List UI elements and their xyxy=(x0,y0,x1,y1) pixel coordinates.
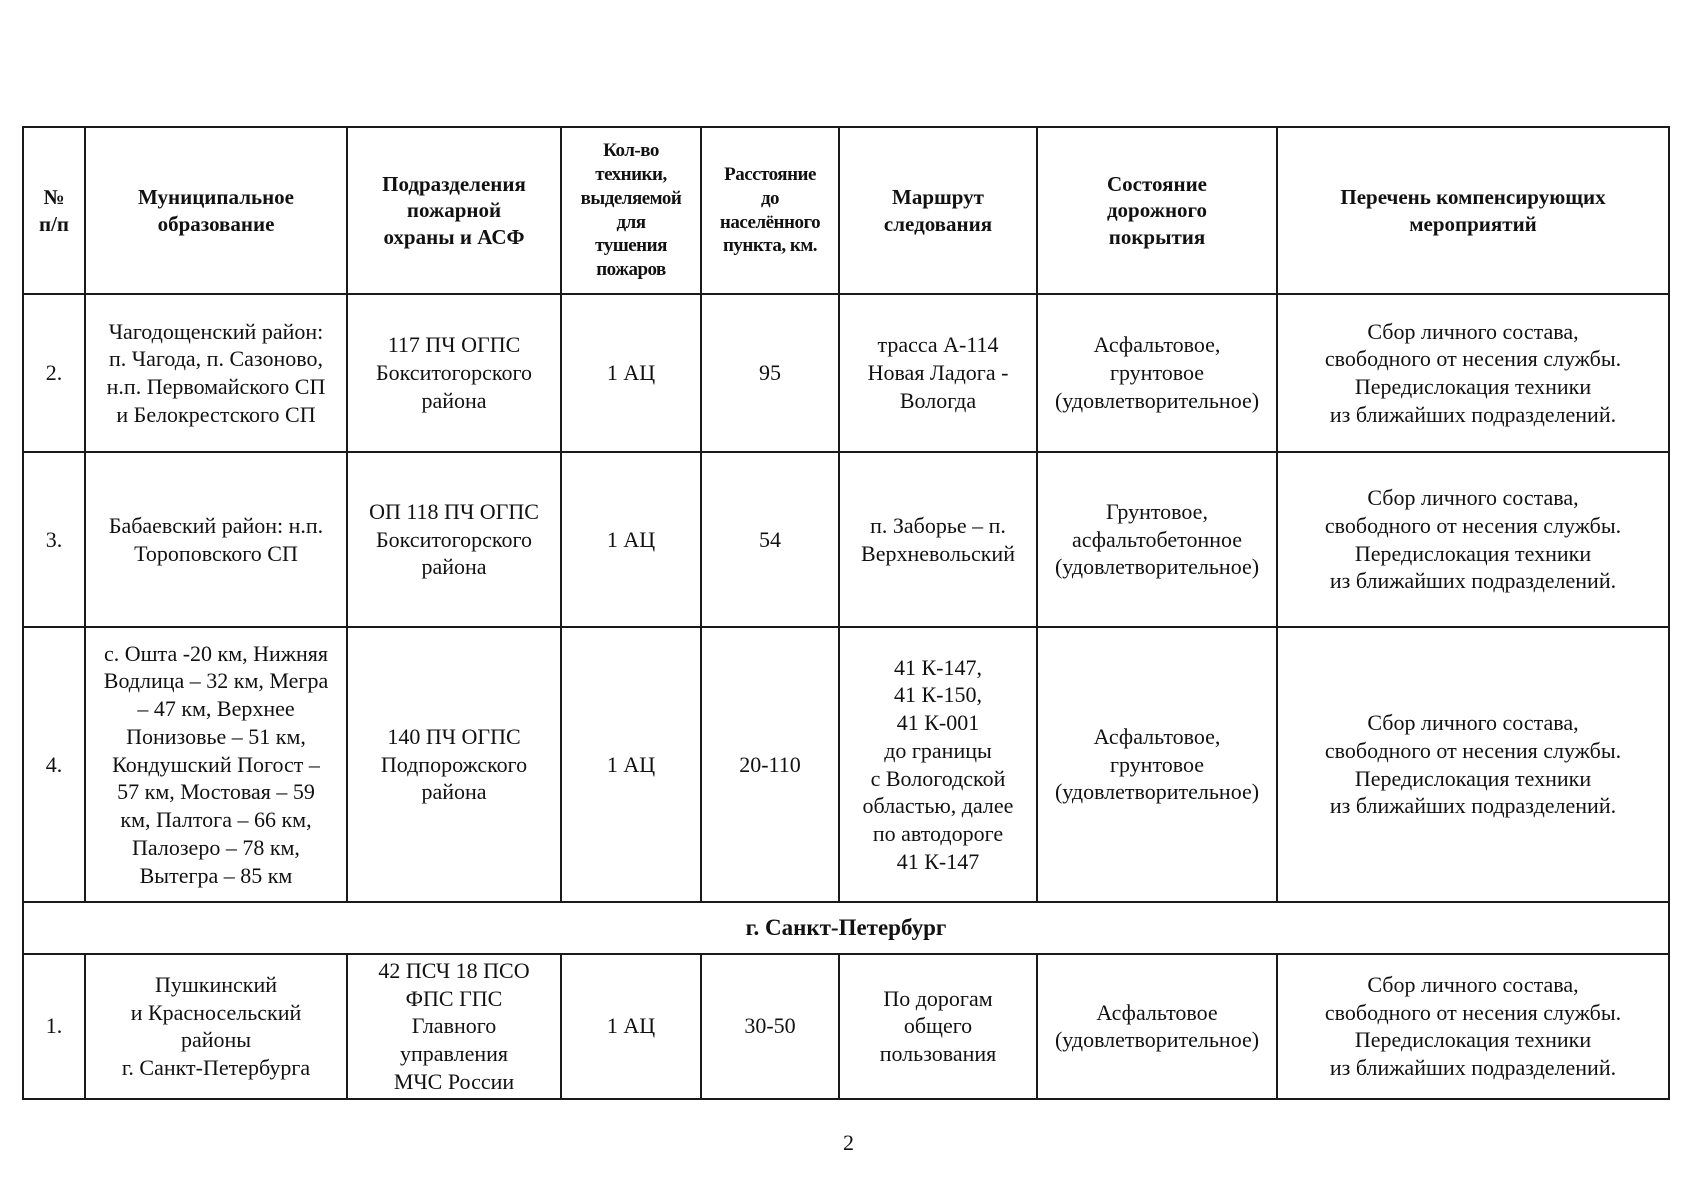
row-unit: 42 ПСЧ 18 ПСО ФПС ГПС Главного управления МЧС России xyxy=(347,954,561,1099)
row-route: п. Заборье – п. Верхневольский xyxy=(839,452,1037,627)
row-road: Асфальтовое (удовлетворительное) xyxy=(1037,954,1277,1099)
row-measures: Сбор личного состава, свободного от несения службы. Передислокация техники из ближайших подразделений. xyxy=(1277,954,1669,1099)
row-measures: Сбор личного состава, свободного от несения службы. Передислокация техники из ближайших подразделений. xyxy=(1277,294,1669,452)
section-title: г. Санкт-Петербург xyxy=(23,902,1669,954)
row-distance: 95 xyxy=(701,294,839,452)
header-measures: Перечень компенсирующих мероприятий xyxy=(1277,127,1669,294)
row-num: 1. xyxy=(23,954,85,1099)
row-unit: 117 ПЧ ОГПС Бокситогорского района xyxy=(347,294,561,452)
row-equipment: 1 АЦ xyxy=(561,294,701,452)
row-measures: Сбор личного состава, свободного от несения службы. Передислокация техники из ближайших подразделений. xyxy=(1277,452,1669,627)
row-municipality: Бабаевский район: н.п. Тороповского СП xyxy=(85,452,347,627)
row-distance: 20-110 xyxy=(701,627,839,902)
row-equipment: 1 АЦ xyxy=(561,627,701,902)
row-route: По дорогам общего пользования xyxy=(839,954,1037,1099)
row-municipality: с. Ошта -20 км, Нижняя Водлица – 32 км, Мегра – 47 км, Верхнее Понизовье – 51 км, Кондушский Погост – 57 км, Мостовая – 59 км, Палтога – 66 км, Палозеро – 78 км, Вытегра – 85 км xyxy=(85,627,347,902)
table-row xyxy=(23,294,1669,452)
row-distance: 30-50 xyxy=(701,954,839,1099)
row-municipality: Чагодощенский район: п. Чагода, п. Сазоново, н.п. Первомайского СП и Белокрестского СП xyxy=(85,294,347,452)
row-num: 2. xyxy=(23,294,85,452)
header-equipment: Кол-во техники, выделяемой для тушения пожаров xyxy=(561,127,701,294)
header-unit: Подразделения пожарной охраны и АСФ xyxy=(347,127,561,294)
fire-safety-table xyxy=(22,126,1670,1100)
row-distance: 54 xyxy=(701,452,839,627)
row-measures: Сбор личного состава, свободного от несения службы. Передислокация техники из ближайших подразделений. xyxy=(1277,627,1669,902)
header-route: Маршрут следования xyxy=(839,127,1037,294)
section-row xyxy=(23,902,1669,954)
header-row xyxy=(23,127,1669,294)
row-equipment: 1 АЦ xyxy=(561,954,701,1099)
header-distance: Расстояние до населённого пункта, км. xyxy=(701,127,839,294)
table-row xyxy=(23,627,1669,902)
header-municipality: Муниципальное образование xyxy=(85,127,347,294)
row-road: Асфальтовое, грунтовое (удовлетворительное) xyxy=(1037,627,1277,902)
header-num: № п/п xyxy=(23,127,85,294)
row-municipality: Пушкинский и Красносельский районы г. Санкт-Петербурга xyxy=(85,954,347,1099)
row-unit: 140 ПЧ ОГПС Подпорожского района xyxy=(347,627,561,902)
row-route: трасса А-114 Новая Ладога - Вологда xyxy=(839,294,1037,452)
table-row xyxy=(23,954,1669,1099)
row-num: 4. xyxy=(23,627,85,902)
row-route: 41 К-147, 41 К-150, 41 К-001 до границы с Вологодской областью, далее по автодороге 41 К-147 xyxy=(839,627,1037,902)
row-road: Асфальтовое, грунтовое (удовлетворительное) xyxy=(1037,294,1277,452)
row-equipment: 1 АЦ xyxy=(561,452,701,627)
table-row xyxy=(23,452,1669,627)
row-num: 3. xyxy=(23,452,85,627)
page-number: 2 xyxy=(843,1130,854,1155)
row-unit: ОП 118 ПЧ ОГПС Бокситогорского района xyxy=(347,452,561,627)
header-road: Состояние дорожного покрытия xyxy=(1037,127,1277,294)
row-road: Грунтовое, асфальтобетонное (удовлетворительное) xyxy=(1037,452,1277,627)
